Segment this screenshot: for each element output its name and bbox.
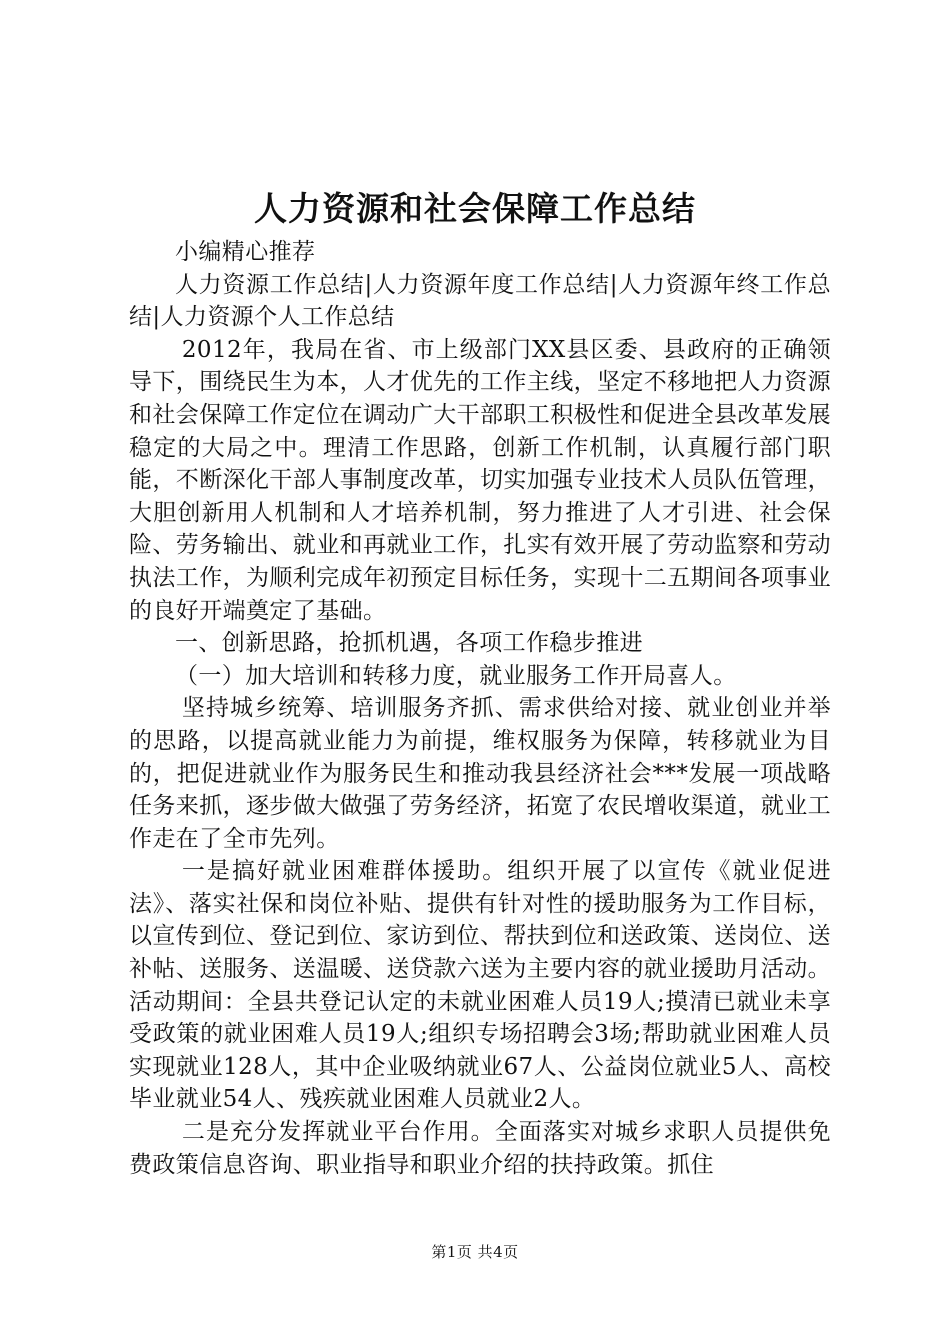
- page-footer: 第1页 共4页: [431, 1243, 519, 1261]
- assistance-paragraph: 一是搞好就业困难群体援助。组织开展了以宣传《就业促进法》、落实社保和岗位补贴、提供有针对性的援助服务为工作目标，以宣传到位、登记到位、家访到位、帮扶到位和送政策、送岗位、送补帖、送服务、送温暖、送贷款六送为主要内容的就业援助月活动。活动期间：全县共登记认定的未就业困难人员19人;摸清已就业未享受政策的就业困难人员19人;组织专场招聘会3场;帮助就业困难人员实现就业128人，其中企业吸纳就业67人、公益岗位就业5人、高校毕业就业54人、残疾就业困难人员就业2人。: [129, 858, 831, 1113]
- document-body: [129, 236, 831, 1181]
- section-heading-1: 一、创新思路，抢抓机遇，各项工作稳步推进: [175, 630, 643, 657]
- subsection-heading-1: （一）加大培训和转移力度，就业服务工作开局喜人。: [175, 662, 737, 689]
- document-title: 人力资源和社会保障工作总结: [254, 189, 696, 228]
- platform-paragraph: 二是充分发挥就业平台作用。全面落实对城乡求职人员提供免费政策信息咨询、职业指导和职业介绍的扶持政策。抓住: [129, 1119, 831, 1178]
- recommend-line: 小编精心推荐: [175, 239, 316, 265]
- related-links-line: 人力资源工作总结|人力资源年度工作总结|人力资源年终工作总结|人力资源个人工作总结: [129, 271, 831, 331]
- intro-paragraph: 2012年，我局在省、市上级部门XX县区委、县政府的正确领导下，围绕民生为本，人才优先的工作主线，坚定不移地把人力资源和社会保障工作定位在调动广大干部职工积极性和促进全县改革发展稳定的大局之中。理清工作思路，创新工作机制，认真履行部门职能，不断深化干部人事制度改革，切实加强专业技术人员队伍管理，大胆创新用人机制和人才培养机制，努力推进了人才引进、社会保险、劳务输出、就业和再就业工作，扎实有效开展了劳动监察和劳动执法工作，为顺利完成年初预定目标任务，实现十二五期间各项事业的良好开端奠定了基础。: [129, 336, 831, 624]
- employment-paragraph: 坚持城乡统筹、培训服务齐抓、需求供给对接、就业创业并举的思路，以提高就业能力为前提，维权服务为保障，转移就业为目的，把促进就业作为服务民生和推动我县经济社会***发展一项战略任务来抓，逐步做大做强了劳务经济，拓宽了农民增收渠道，就业工作走在了全市先列。: [129, 695, 831, 852]
